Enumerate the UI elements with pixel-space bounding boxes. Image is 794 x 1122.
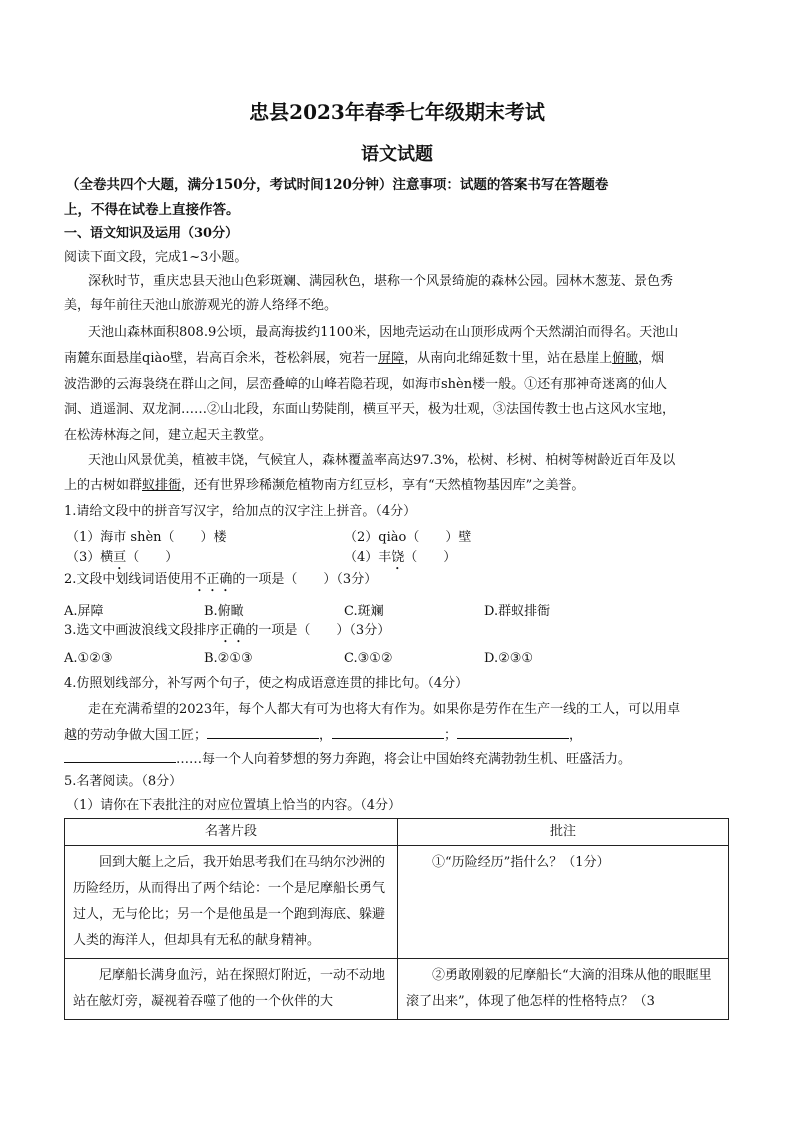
q5-stem: 5.名著阅读。（8分） — [64, 774, 183, 789]
q4-stem: 4.仿照划线部分，补写两个句子，使之构成语意连贯的排比句。（4分） — [64, 676, 469, 691]
q1-answer-3: （3）横亘（ ） — [66, 550, 179, 565]
table-cell-excerpt: 回到大艇上之后，我开始思考我们在马纳尔沙洲的历险经历，从而得出了两个结论：一个是尼摩船长勇气过人，无与伦比；另一个是他虽是一个跑到海底、躲避人类的海洋人，但却具有无私的献身精神。 — [73, 855, 386, 948]
exam-title: 忠县2023年春季七年级期末考试 — [249, 100, 545, 124]
table-cell-note-answer-area[interactable] — [398, 959, 729, 1020]
passage-p2-line3: 波浩渺的云海袅绕在群山之间，层峦叠嶂的山峰若隐若现，如海市shèn楼一般。①还有那神奇迷离的仙人 — [64, 377, 668, 392]
passage-p1-line1: 深秋时节，重庆忠县天池山色彩斑斓、满园秋色，堪称一个风景绮旎的森林公园。园林木葱茏、景色秀 — [88, 274, 674, 289]
q5-annotation-table — [64, 818, 729, 1020]
table-header-excerpt: 名著片段 — [65, 819, 398, 846]
table-cell-excerpt: 尼摩船长满身血污，站在探照灯附近，一动不动地站在舷灯旁，凝视着吞噬了他的一个伙伴的大 — [73, 968, 386, 1009]
q1-answer-1: （1）海市 shèn（ ）楼 — [66, 530, 227, 545]
q3-option-b: B.②①③ — [204, 651, 253, 666]
passage-p2-line4: 洞、逍遥洞、双龙洞……②山北段，东面山势陡削，横亘平天，极为壮观，③法国传教士也占这风水宝地， — [64, 402, 676, 417]
table-header-note: 批注 — [398, 819, 729, 846]
q4-line3: ……每一个人向着梦想的努力奔跑，将会让中国始终充满勃勃生机、旺盛活力。 — [64, 750, 631, 769]
q3-option-d: D.②③① — [484, 651, 534, 666]
q1-answer-4: （4）丰饶（ ） — [344, 550, 457, 565]
q4-blank-4[interactable] — [64, 750, 176, 763]
q3-stem: 3.选文中画波浪线文段排序正确的一项是（ ）（3分） — [64, 623, 391, 638]
q4-blank-3[interactable] — [457, 726, 569, 739]
passage-p2-line1: 天池山森林面积808.9公顷，最高海拔约1100米，因地壳运动在山顶形成两个天然湖泊而得名。天池山 — [88, 325, 679, 340]
passage-p1-line2: 美，每年前往天池山旅游观光的游人络绎不绝。 — [64, 298, 338, 313]
underlined-word-pingzhang: 屏障 — [378, 351, 405, 366]
table-row — [65, 846, 729, 959]
notice-line-2: 上，不得在试卷上直接作答。 — [64, 202, 240, 218]
q2-option-d: D.群蚁排衙 — [484, 604, 551, 619]
passage-intro: 阅读下面文段，完成1~3小题。 — [64, 250, 248, 265]
q3-option-c: C.③①② — [344, 651, 393, 666]
q2-option-b: B.俯瞰 — [204, 604, 244, 619]
underlined-word-fukan: 俯瞰 — [612, 351, 639, 366]
q1-answer-2: （2）qiào（ ）壁 — [344, 530, 472, 545]
passage-p3-line1: 天池山风景优美，植被丰饶，气候宜人，森林覆盖率高达97.3%，松树、杉树、柏树等树龄近百年及以 — [88, 453, 676, 468]
q2-stem: 2.文段中划线词语使用不正确的一项是（ ）（3分） — [64, 572, 378, 587]
underlined-word-paiya: 蚁排衙 — [142, 478, 182, 493]
table-cell-note: ②勇敢刚毅的尼摩船长“大滴的泪珠从他的眼眶里滚了出来”，体现了他怎样的性格特点？（3 — [406, 968, 712, 1009]
table-cell-note: ①“历险经历”指什么？（1分） — [432, 855, 610, 870]
notice-line-1: （全卷共四个大题，满分150分，考试时间120分钟）注意事项：试题的答案书写在答题卷 — [66, 177, 609, 193]
passage-p2-line2: 南麓东面悬崖qiào壁，岩高百余米，苍松斜展，宛若一屏障，从南向北绵延数十里，站在悬崖上俯瞰，烟 — [64, 351, 665, 366]
section-heading: 一、语文知识及运用（30分） — [64, 226, 239, 241]
q2-option-c: C.斑斓 — [344, 604, 384, 619]
table-row — [65, 959, 729, 1020]
q4-line1: 走在充满希望的2023年，每个人都大有可为也将大有作为。如果你是劳作在生产一线的工人，可以用卓 — [88, 702, 681, 717]
exam-subtitle: 语文试题 — [361, 144, 433, 165]
q1-stem: 1.请给文段中的拼音写汉字，给加点的汉字注上拼音。（4分） — [64, 504, 417, 519]
q5-sub1: （1）请你在下表批注的对应位置填上恰当的内容。（4分） — [66, 798, 402, 813]
q3-option-a: A.①②③ — [64, 651, 113, 666]
q4-blank-1[interactable] — [207, 726, 319, 739]
passage-p2-line5: 在松涛林海之间，建立起天主教堂。 — [64, 428, 273, 443]
passage-p3-line2: 上的古树如群蚁排衙，还有世界珍稀濒危植物南方红豆杉，享有“天然植物基因库”之美誉。 — [64, 478, 585, 493]
q2-option-a: A.屏障 — [64, 604, 104, 619]
q4-blank-2[interactable] — [332, 726, 444, 739]
table-cell-note-answer-area[interactable] — [398, 846, 729, 959]
q4-line2: 越的劳动争做大国工匠； ， ； ， — [64, 728, 583, 743]
table-header-row — [65, 819, 729, 846]
